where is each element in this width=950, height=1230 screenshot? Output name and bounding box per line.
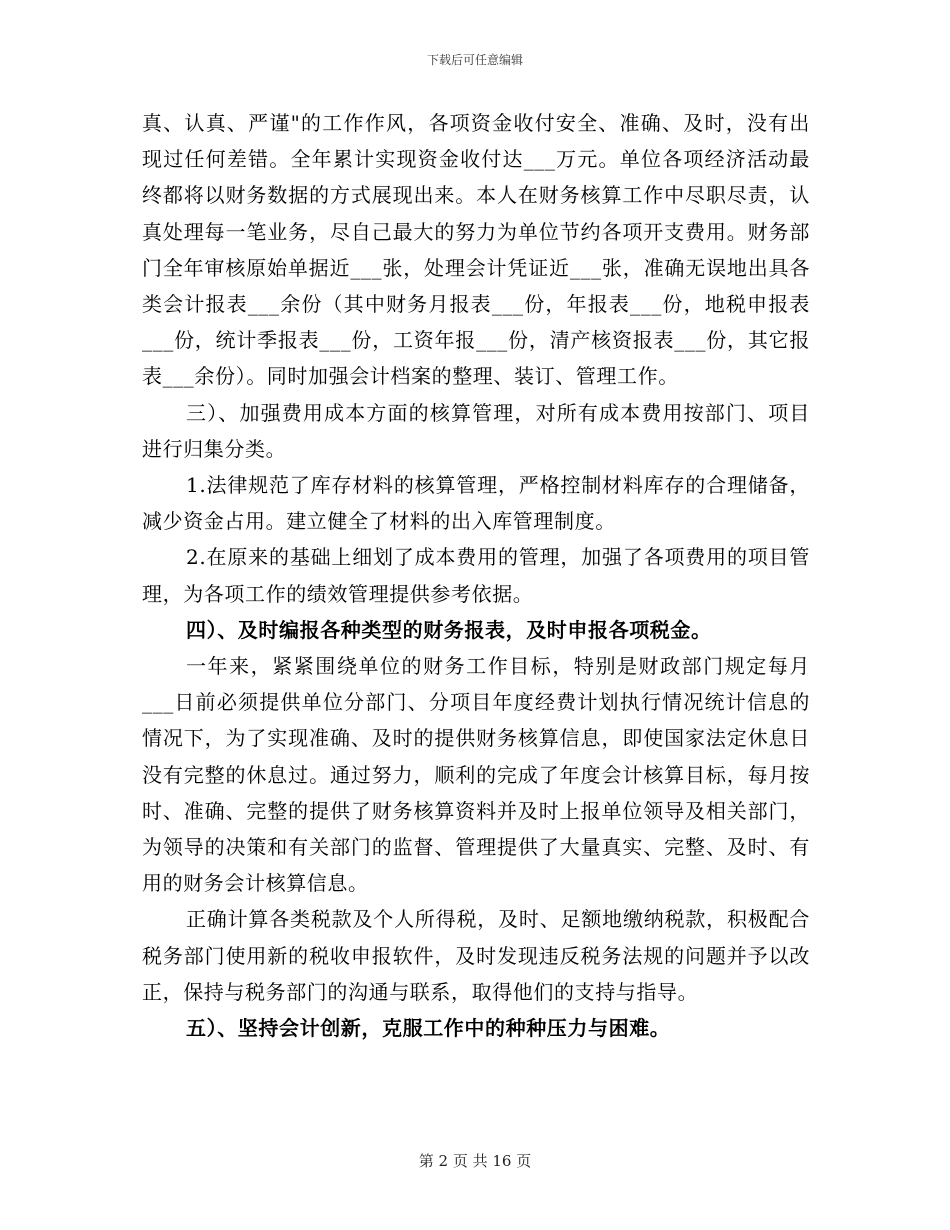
- document-body: [142, 105, 810, 1046]
- paragraph-continuation: 真、认真、严谨"的工作作风，各项资金收付安全、准确、及时，没有出现过任何差错。全年累计实现资金收付达___万元。单位各项经济活动最终都将以财务数据的方式展现出来。本人在财务核算工作中尽职尽责，认真处理每一笔业务，尽自己最大的努力为单位节约各项开支费用。财务部门全年审核原始单据近___张，处理会计凭证近___张，准确无误地出具各类会计报表___余份（其中财务月报表___份，年报表___份，地税申报表___份，统计季报表___份，工资年报___份，清产核资报表___份，其它报表___余份）。同时加强会计档案的整理、装订、管理工作。: [142, 111, 810, 389]
- paragraph-tax: 正确计算各类税款及个人所得税，及时、足额地缴纳税款，积极配合税务部门使用新的税收申报软件，及时发现违反税务法规的问题并予以改正，保持与税务部门的沟通与联系，取得他们的支持与指导。: [142, 907, 810, 1004]
- section-five-heading: 五）、坚持会计创新，克服工作中的种种压力与困难。: [186, 1016, 671, 1041]
- section-four-heading: 四）、及时编报各种类型的财务报表，及时申报各项税金。: [186, 617, 712, 642]
- list-item-1: 1.法律规范了库存材料的核算管理，严格控制材料库存的合理储备，减少资金占用。建立健全了材料的出入库管理制度。: [142, 473, 810, 534]
- page-number: 第 2 页 共 16 页: [418, 1152, 532, 1170]
- list-item-2: 2.在原来的基础上细划了成本费用的管理，加强了各项费用的项目管理，为各项工作的绩效管理提供参考依据。: [142, 545, 810, 606]
- section-three-heading: 三）、加强费用成本方面的核算管理，对所有成本费用按部门、项目进行归集分类。: [142, 400, 810, 461]
- paragraph-annual-work: 一年来，紧紧围绕单位的财务工作目标，特别是财政部门规定每月___日前必须提供单位分部门、分项目年度经费计划执行情况统计信息的情况下，为了实现准确、及时的提供财务核算信息，即使国家法定休息日没有完整的休息过。通过努力，顺利的完成了年度会计核算目标，每月按时、准确、完整的提供了财务核算资料并及时上报单位领导及相关部门，为领导的决策和有关部门的监督、管理提供了大量真实、完整、及时、有用的财务会计核算信息。: [142, 654, 810, 896]
- page-header: 下载后可任意编辑: [426, 53, 523, 67]
